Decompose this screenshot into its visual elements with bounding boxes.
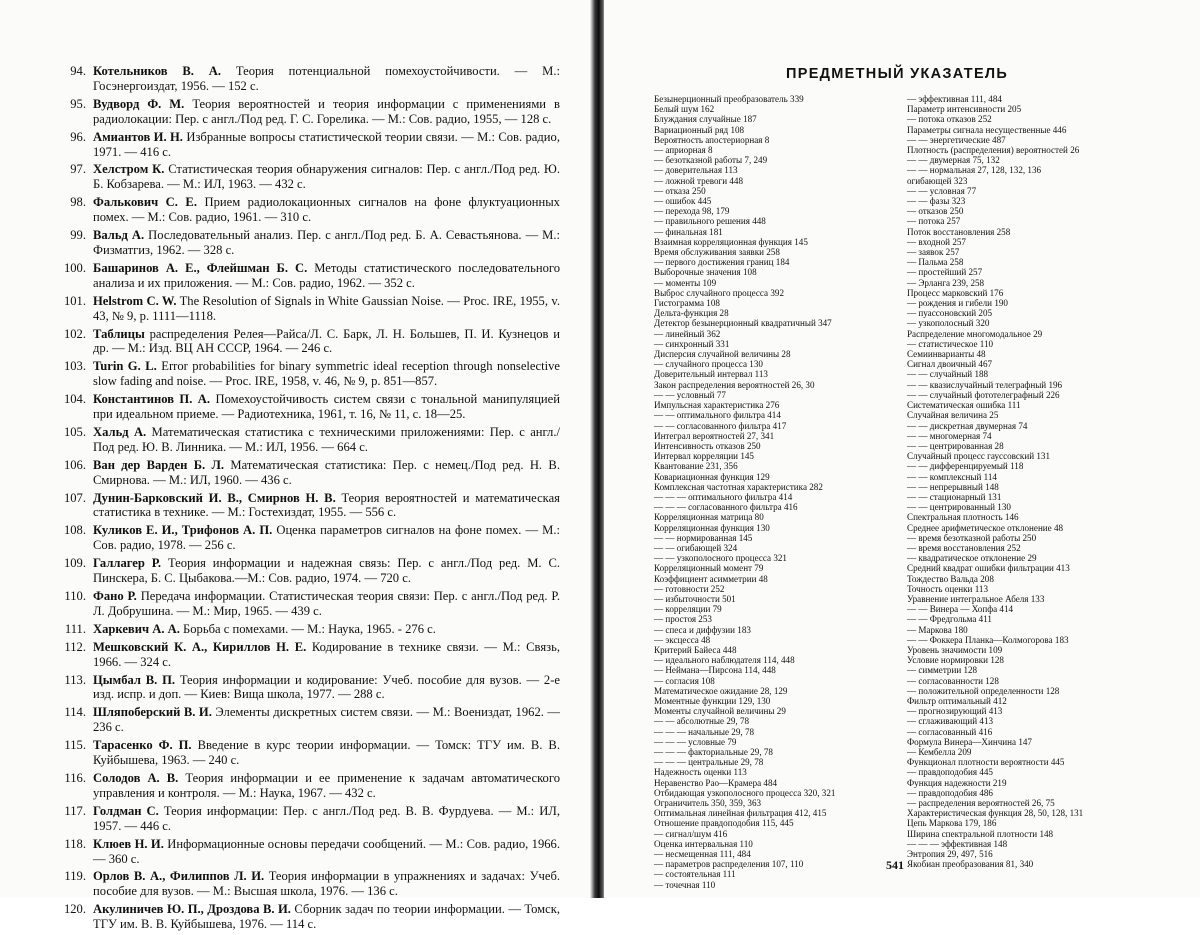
index-entry: Неравенство Рао—Крамера 484 (654, 777, 778, 788)
index-entry: Отношение правдоподобия 115, 445 (654, 818, 794, 829)
entry-text: Избранные вопросы статистической теории связи. — М.: Сов. радио, 1971. — 416 с. (93, 129, 560, 159)
bibliography-entry (50, 640, 560, 670)
entry-text: Математическая статистика: Пер. с немец./Под ред. Н. В. Смирнова. — М.: ИЛ, 1960. — 436 с. (93, 457, 560, 487)
index-entry: — Пальма 258 (907, 257, 964, 268)
index-entry: Дельта-функция 28 (654, 308, 729, 319)
index-entry: — параметров распределения 107, 110 (654, 859, 804, 870)
index-entry: Интервал корреляции 145 (654, 451, 754, 462)
index-entry: — рождения и гибели 190 (907, 298, 1008, 309)
index-title: ПРЕДМЕТНЫЙ УКАЗАТЕЛЬ (786, 66, 1009, 82)
entry-author: Галлагер Р. (93, 556, 162, 571)
index-entry: — — — факториальные 29, 78 (654, 747, 773, 757)
index-entry: — время безотказной работы 250 (907, 532, 1037, 543)
entry-author: Голдман С. (93, 803, 159, 818)
entry-text: Последовательный анализ. Пер. с англ./Под ред. Б. А. Севастьянова. — М.: Физматгиз, 1962. — 328 с. (93, 228, 560, 257)
index-entry: Моменты случайной величины 29 (654, 706, 786, 717)
bibliography-entry (50, 97, 560, 127)
entry-number: 98. (70, 195, 86, 210)
index-entry: Белый шум 162 (654, 104, 715, 115)
index-entry: Функционал плотности вероятности 445 (907, 757, 1065, 768)
index-entry: — линейный 362 (654, 328, 721, 339)
index-entry: Параметры сигнала несущественные 446 (907, 124, 1067, 135)
index-entry: — — дискретная двумерная 74 (907, 420, 1028, 431)
index-entry: Коэффициент асимметрии 48 (654, 573, 768, 584)
index-entry: Надежность оценки 113 (654, 767, 747, 778)
entry-text: Математическая статистика с техническими приложениями: Пер. с англ./Под ред. Ю. В. Линника. — М.: ИЛ, 1956. — 664 с. (93, 424, 560, 454)
bibliography-entry (50, 771, 560, 801)
index-entry: — случайного процесса 130 (654, 359, 763, 370)
index-entry: — время восстановления 252 (907, 542, 1021, 553)
index-entry: Систематическая ошибка 111 (907, 400, 1021, 411)
index-entry: — положительной определенности 128 (907, 685, 1060, 696)
entry-number: 105. (63, 424, 86, 439)
index-entry: — правдоподобия 445 (907, 767, 993, 778)
bibliography-entry (50, 804, 560, 834)
bibliography-entry (50, 294, 560, 324)
entry-author: Таблицы (93, 326, 145, 341)
index-entry: — — Фредгольма 411 (907, 614, 992, 625)
entry-text: Теория информации и ее применение к задачам автоматического управления и контроля. — М.: Наука, 1967. — 432 с. (93, 770, 561, 800)
entry-author: Фано Р. (93, 589, 137, 603)
entry-author: Константинов П. А. (93, 392, 211, 407)
index-entry: Фильтр оптимальный 412 (907, 695, 1007, 706)
index-entry: Поток восстановления 258 (907, 226, 1011, 237)
index-entry: — ложной тревоги 448 (654, 175, 744, 186)
bibliography-entry (50, 869, 560, 899)
entry-number: 108. (63, 523, 86, 538)
entry-author: Амиантов И. Н. (93, 129, 183, 144)
index-entry: Оценка интервальная 110 (654, 838, 753, 849)
index-entry: Импульсная характеристика 276 (654, 400, 780, 411)
entry-number: 106. (63, 457, 86, 472)
index-entry: — Неймана—Пирсона 114, 448 (654, 665, 776, 676)
index-entry: — спеса и диффузии 183 (654, 624, 751, 635)
index-entry: — — Винера — Хопфа 414 (907, 604, 1014, 615)
index-entry: — состоятельная 111 (654, 869, 736, 880)
index-entry: — — — начальные 29, 78 (654, 726, 755, 737)
index-entry: — распределения вероятностей 26, 75 (907, 798, 1055, 809)
entry-text: Введение в курс теории информации. — Томск: ТГУ им. В. В. Куйбышева, 1963. — 240 с. (93, 738, 560, 768)
bibliography-entry (50, 359, 560, 389)
entry-author: Вудворд Ф. М. (93, 96, 185, 111)
index-entry: Уровень значимости 109 (907, 644, 1003, 655)
index-entry: Ширина спектральной плотности 148 (907, 828, 1054, 839)
bibliography-entry (50, 64, 560, 94)
index-entry: — финальная 181 (654, 226, 723, 237)
index-entry: — Кембелла 209 (907, 747, 972, 757)
entry-number: 117. (64, 803, 86, 818)
index-entry: — ошибок 445 (654, 196, 712, 207)
entry-text: Прием радиолокационных сигналов на фоне флуктуационных помех. — М.: Сов. радио, 1961. — 310 с. (93, 195, 560, 225)
entry-text: Информационные основы передачи сообщений. — М.: Сов. радио, 1966. — 360 с. (93, 836, 560, 866)
index-entry: Средний квадрат ошибки фильтрации 413 (907, 563, 1070, 574)
index-entry: Моментные функции 129, 130 (654, 695, 771, 706)
entry-author: Ван дер Варден Б. Л. (93, 457, 225, 472)
index-entry: — — нормальная 27, 128, 132, 136 (907, 165, 1042, 176)
index-entry: огибающей 323 (907, 175, 968, 186)
entry-text: Борьба с помехами. — М.: Наука, 1965. - 276 с. (183, 621, 436, 636)
index-entry: Корреляционный момент 79 (654, 563, 764, 574)
index-entry: — точечная 110 (654, 879, 716, 890)
index-entry: Комплексная частотная характеристика 282 (654, 481, 823, 492)
index-column-left (654, 94, 910, 890)
index-entry: Случайный процесс гауссовский 131 (907, 451, 1050, 462)
index-entry: — — условная 77 (907, 185, 977, 196)
entry-author: Куликов Е. И., Трифонов А. П. (93, 523, 273, 538)
entry-number: 107. (63, 490, 86, 505)
index-entry: — — непрерывный 148 (907, 481, 999, 492)
index-entry: — — оптимального фильтра 414 (654, 410, 781, 421)
entry-author: Солодов А. В. (93, 770, 179, 785)
index-entry: Вариационный ряд 108 (654, 124, 745, 135)
entry-author: Акулиничев Ю. П., Дроздова В. И. (93, 902, 291, 917)
index-entry: — перехода 98, 179 (654, 206, 730, 217)
index-entry: — правильного решения 448 (654, 216, 766, 227)
index-entry: Гистограмма 108 (654, 298, 720, 309)
entry-author: Дунин-Барковский И. В., Смирнов Н. В. (93, 490, 336, 505)
index-entry: Корреляционная матрица 80 (654, 512, 764, 523)
index-entry: — — центрированный 130 (907, 502, 1011, 513)
index-entry: — доверительная 113 (654, 165, 738, 176)
index-entry: — — абсолютные 29, 78 (654, 716, 750, 727)
index-entry: — априорная 8 (654, 145, 713, 156)
index-entry: Формула Винера—Хинчина 147 (907, 736, 1032, 747)
index-entry: — — согласованного фильтра 417 (654, 420, 787, 431)
index-entry: Тождество Вальда 208 (907, 573, 994, 584)
index-entry: — отказов 250 (907, 206, 964, 217)
index-entry: Плотность (распределения) вероятностей 26 (907, 145, 1080, 156)
index-entry: — прогнозирующий 413 (907, 706, 1003, 717)
index-entry: Вероятность апостериорная 8 (654, 134, 770, 145)
index-entry: — простоя 253 (654, 614, 712, 625)
index-entry: — статистическое 110 (907, 338, 994, 349)
index-entry: — — огибающей 324 (654, 542, 738, 553)
index-entry: Отбидающая узкополосного процесса 320, 321 (654, 787, 836, 798)
index-entry: — — случайный фототелеграфный 226 (907, 389, 1060, 400)
index-entry: — — многомерная 74 (907, 430, 992, 441)
index-entry: Семиинварианты 48 (907, 349, 986, 360)
index-entry: — — фазы 323 (907, 196, 966, 207)
index-entry: — — нормированная 145 (654, 532, 753, 543)
index-entry: — — случайный 188 (907, 369, 989, 380)
index-entry: — потока отказов 252 (907, 114, 992, 125)
index-entry: Математическое ожидание 28, 129 (654, 685, 788, 696)
entry-number: 112. (64, 639, 86, 654)
index-entry: — входной 257 (907, 236, 966, 247)
entry-number: 111. (64, 621, 86, 636)
entry-author: Шляпоберский В. И. (93, 705, 212, 720)
index-entry: Безынерционный преобразователь 339 (654, 94, 804, 104)
index-entry: — — — эффективная 148 (907, 838, 1008, 849)
index-entry: Квантование 231, 356 (654, 461, 738, 472)
entry-text: Передача информации. Статистическая теория связи: Пер. с англ./Под ред. Р. Л. Добрушина. — М.: Мир, 1965. — 439 с. (93, 589, 560, 618)
index-entry: — согласованный 416 (907, 726, 993, 737)
index-entry: Время обслуживания заявки 258 (654, 247, 780, 258)
entry-author: Цымбал В. П. (93, 672, 176, 687)
page-number: 541 (886, 858, 904, 872)
entry-text: распределения Релея—Райса/Л. С. Барк, Л. Н. Большев, П. И. Кузнецов и др. — М.: Изд. ВЦ АН СССР, 1964. — 246 с. (93, 326, 560, 356)
entry-author: Котельников В. А. (93, 64, 222, 78)
index-entry: — избыточности 501 (654, 593, 736, 604)
index-entry: — — условный 77 (654, 389, 726, 400)
index-entry: — — квазислучайный телеграфный 196 (907, 379, 1063, 390)
index-entry: — — — согласованного фильтра 416 (654, 502, 798, 513)
entry-author: Helstrom C. W. (93, 293, 177, 308)
entry-number: 119. (64, 869, 86, 884)
entry-text: Теория информации и кодирование: Учеб. пособие для вузов. — 2-е изд. испр. и доп. — Киев: Вища школа, 1977. — 288 с. (93, 672, 560, 702)
index-entry: Интенсивность отказов 250 (654, 440, 761, 451)
entry-number: 103. (63, 359, 86, 374)
index-entry: — — двумерная 75, 132 (907, 155, 1000, 166)
bibliography-entry (50, 458, 560, 488)
index-entry: Случайная величина 25 (907, 410, 999, 421)
bibliography-entry (50, 425, 560, 455)
index-entry: Параметр интенсивности 205 (907, 104, 1022, 115)
index-entry: — корреляции 79 (654, 604, 722, 615)
entry-text: Error probabilities for binary symmetric ideal reception through nonselective slow fading and noise. — Proc. IRE, 1958, v. 46, № 9, p. 851—857. (93, 359, 560, 389)
index-entry: — эксцесса 48 (654, 634, 711, 645)
index-entry: Распределение многомодальное 29 (907, 328, 1043, 339)
entry-number: 95. (70, 96, 86, 111)
index-entry: — квадратическое отклонение 29 (907, 553, 1037, 564)
index-entry: Интеграл вероятностей 27, 341 (654, 430, 775, 441)
index-entry: — правдоподобия 486 (907, 787, 993, 798)
index-entry: Точность оценки 113 (907, 583, 989, 594)
entry-text: Теория вероятностей и теория информации с применениями в радиолокации: Пер. с англ./Под ред. Г. С. Горелика. — М.: Сов. радио, 1955, — 128 с. (93, 96, 560, 126)
entry-author: Хальд А. (93, 424, 147, 439)
bibliography-entry (50, 556, 560, 586)
entry-text: Элементы дискретных систем связи. — М.: Воениздат, 1962. — 236 с. (93, 705, 560, 735)
entry-text: Помехоустойчивость систем связи с тональной манипуляцией при идеальном приеме. — Радиотехника, 1961, т. 16, № 11, с. 18—25. (93, 392, 560, 422)
index-entry: — отказа 250 (654, 185, 706, 196)
index-entry: Ограничитель 350, 359, 363 (654, 798, 762, 809)
index-entry: — — энергетические 487 (907, 134, 1006, 145)
bibliography-entry (50, 392, 560, 422)
bibliography-entry (50, 837, 560, 867)
index-entry: — согласованности 128 (907, 675, 999, 686)
entry-text: Оценка параметров сигналов на фоне помех. — М.: Сов. радио, 1978. — 256 с. (93, 523, 560, 553)
entry-number: 104. (63, 392, 86, 407)
index-entry: — — стационарный 131 (907, 491, 1002, 502)
index-entry: — потока 257 (907, 216, 961, 227)
bibliography-entry (50, 491, 560, 521)
bibliography-entry (50, 589, 560, 619)
entry-text: Теория вероятностей и математическая статистика в технике. — М.: Гостехиздат, 1955. — 556 с. (93, 490, 560, 520)
entry-number: 100. (63, 260, 86, 275)
index-entry: Корреляционная функция 130 (654, 522, 770, 533)
index-entry: Характеристическая функция 28, 50, 128, 131 (907, 808, 1084, 819)
index-entry: Ковариационная функция 129 (654, 471, 770, 482)
entry-author: Орлов В. А., Филиппов Л. И. (93, 869, 265, 884)
index-column-right (907, 94, 1169, 869)
index-entry: — готовности 252 (654, 583, 725, 594)
bibliography-entry (50, 162, 560, 192)
index-entry: Выброс случайного процесса 392 (654, 287, 784, 298)
index-entry: Уравнение интегральное Абеля 133 (907, 593, 1045, 604)
entry-number: 102. (63, 326, 86, 341)
index-entry: — Эрланга 239, 258 (907, 277, 985, 288)
index-entry: — — центрированная 28 (907, 440, 1004, 451)
index-entry: Функция надежности 219 (907, 777, 1007, 788)
index-entry: — — — оптимального фильтра 414 (654, 491, 793, 502)
index-entry: — несмещенная 111, 484 (654, 849, 751, 860)
entry-text: Сборник задач по теории информации. — Томск, ТГУ им. В. В. Куйбышева, 1976. — 114 с. (93, 902, 561, 932)
entry-author: Тарасенко Ф. П. (93, 738, 192, 753)
entry-text: Теория информации и надежная связь: Пер. с англ./Под ред. М. С. Пинскера, Б. С. Цыбакова.—М.: Сов. радио, 1974. — 720 с. (93, 556, 560, 586)
index-entry: Условие нормировки 128 (907, 655, 1004, 666)
bibliography-entry (50, 327, 560, 357)
index-entry: — — дифференцируемый 118 (907, 461, 1024, 472)
entry-number: 116. (64, 770, 86, 785)
index-entry: — сглаживающий 413 (907, 716, 994, 727)
index-entry: Выборочные значения 108 (654, 267, 757, 278)
entry-author: Фалькович С. Е. (93, 195, 197, 210)
bibliography-entry (50, 130, 560, 160)
entry-number: 114. (64, 705, 86, 720)
bibliography-list (50, 64, 560, 935)
entry-author: Вальд А. (93, 228, 145, 243)
index-entry: Детектор безынерционный квадратичный 347 (654, 318, 832, 329)
index-entry: Блуждания случайные 187 (654, 114, 757, 125)
index-entry: Процесс марковский 176 (907, 287, 1004, 298)
index-entry: Доверительный интервал 113 (654, 369, 768, 380)
index-entry: Взаимная корреляционная функция 145 (654, 236, 808, 247)
index-entry: — — узкополосного процесса 321 (654, 553, 787, 564)
index-entry: — симметрии 128 (907, 665, 978, 676)
index-entry: — первого достижения границ 184 (654, 257, 790, 268)
index-entry: — моменты 109 (654, 277, 717, 288)
entry-text: Теория информации: Пер. с англ./Под ред. В. В. Фурдуева. — М.: ИЛ, 1957. — 446 с. (93, 803, 561, 833)
entry-text: Теория информации в упражнениях и задачах: Учеб. пособие для вузов. — М.: Высшая школа, 1976. — 136 с. (93, 869, 560, 899)
bibliography-entry (50, 673, 560, 703)
entry-number: 113. (64, 672, 86, 687)
bibliography-entry (50, 902, 560, 932)
index-entry: Спектральная плотность 146 (907, 512, 1019, 523)
bibliography-entry (50, 261, 560, 291)
entry-number: 96. (70, 129, 86, 144)
index-entry: Среднее арифметическое отклонение 48 (907, 522, 1064, 533)
entry-author: Клюев Н. И. (93, 836, 164, 851)
entry-author: Харкевич А. А. (93, 621, 180, 636)
index-entry: Якобиан преобразования 81, 340 (907, 859, 1034, 870)
index-entry: — синхронный 331 (654, 338, 730, 349)
index-entry: Критерий Байеса 448 (654, 644, 737, 655)
index-entry: — — — центральные 29, 78 (654, 757, 764, 768)
entry-number: 109. (63, 556, 86, 571)
entry-number: 110. (64, 589, 86, 603)
index-entry: — — комплексный 114 (907, 471, 997, 482)
index-entry: — узкополосный 320 (907, 318, 990, 329)
index-entry: — идеального наблюдателя 114, 448 (654, 655, 795, 666)
entry-number: 118. (64, 836, 86, 851)
entry-number: 101. (63, 293, 86, 308)
entry-number: 120. (63, 902, 86, 917)
index-entry: — Маркова 180 (907, 624, 968, 635)
entry-author: Башаринов А. Е., Флейшман Б. С. (93, 260, 308, 275)
entry-number: 115. (64, 738, 86, 753)
index-entry: Цепь Маркова 179, 186 (907, 818, 997, 829)
entry-number: 94. (70, 64, 86, 78)
index-entry: — пуассоновский 205 (907, 308, 993, 319)
index-entry: — — Фоккера Планка—Колмогорова 183 (907, 634, 1069, 645)
index-entry: Закон распределения вероятностей 26, 30 (654, 379, 815, 390)
entry-text: Статистическая теория обнаружения сигналов: Пер. с англ./Под ред. Ю. Б. Кобзарева. — М.: ИЛ, 1963. — 432 с. (93, 162, 561, 192)
index-entry: Оптимальная линейная фильтрация 412, 415 (654, 808, 827, 819)
bibliography-entry (50, 738, 560, 768)
index-entry: Энтропия 29, 497, 516 (907, 849, 993, 860)
entry-number: 97. (70, 162, 86, 177)
index-entry: — — — условные 79 (654, 736, 737, 747)
left-page (0, 0, 592, 932)
bibliography-entry (50, 622, 560, 637)
index-entry: — безотказной работы 7, 249 (654, 155, 768, 166)
index-entry: — сигнал/шум 416 (654, 828, 728, 839)
right-page (604, 0, 1200, 898)
index-entry: Сигнал двоичный 467 (907, 359, 993, 370)
bibliography-entry (50, 195, 560, 225)
bibliography-entry (50, 523, 560, 553)
entry-text: Методы статистического последовательного анализа и их приложения. — М.: Сов. радио, 1962. — 352 с. (93, 260, 561, 290)
entry-text: The Resolution of Signals in White Gaussian Noise. — Proc. IRE, 1955, v. 43, № 9, p. 1111—1118. (93, 293, 560, 323)
index-entry: — простейший 257 (907, 267, 983, 278)
entry-author: Мешковский К. А., Кириллов Н. Е. (93, 639, 307, 654)
index-entry: — заявок 257 (907, 247, 960, 258)
entry-author: Turin G. L. (93, 359, 157, 374)
entry-number: 99. (70, 228, 86, 243)
entry-text: Теория потенциальной помехоустойчивости. — М.: Госэнергоиздат, 1956. — 152 с. (93, 64, 560, 93)
index-entry: — согласия 108 (654, 675, 715, 686)
entry-text: Кодирование в технике связи. — М.: Связь, 1966. — 324 с. (93, 639, 560, 669)
index-entry: — эффективная 111, 484 (907, 94, 1002, 104)
entry-author: Хелстром К. (93, 162, 165, 177)
bibliography-entry (50, 705, 560, 735)
index-entry: Дисперсия случайной величины 28 (654, 349, 791, 360)
bibliography-entry (50, 228, 560, 258)
